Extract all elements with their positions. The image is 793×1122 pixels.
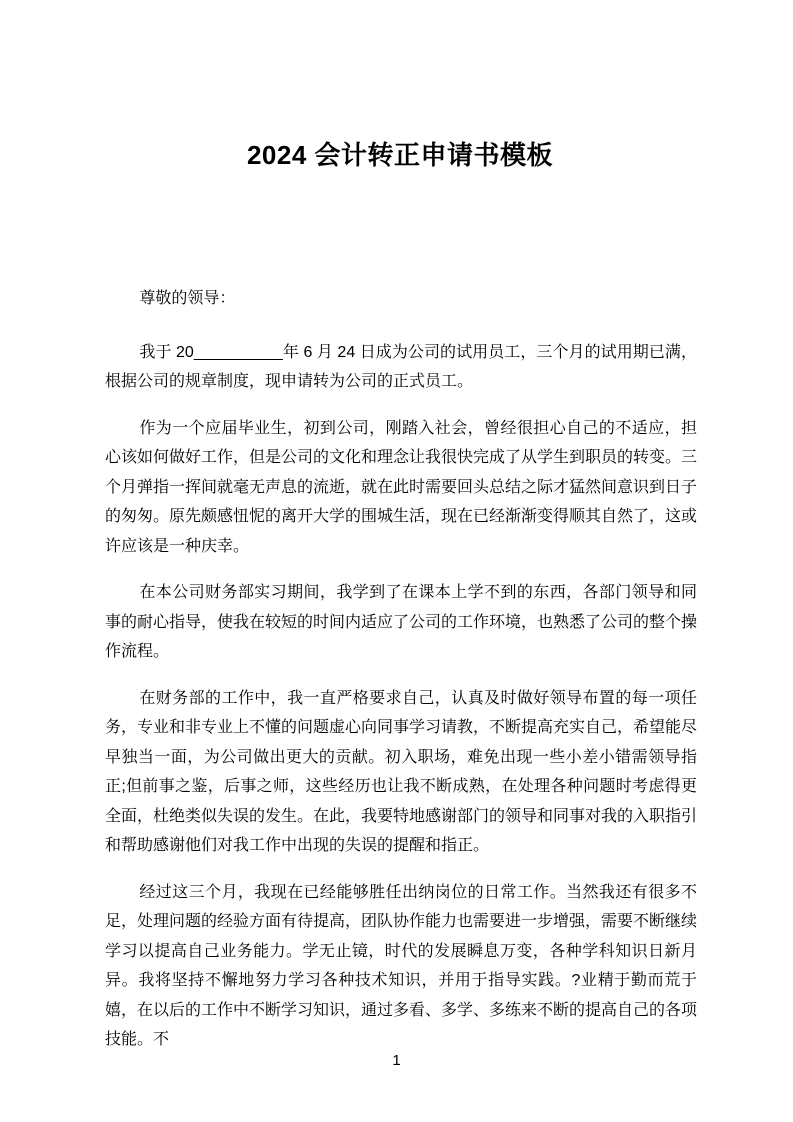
paragraph-summary: 经过这三个月，我现在已经能够胜任出纳岗位的日常工作。当然我还有很多不足，处理问题的经验方面有待提高，团队协作能力也需要进一步增强，需要不断继续学习以提高自己业务能力。学无止镜，时代的发展瞬息万变，各种学科知识日新月异。我将坚持不懈地努力学习各种技术知识，并用于指导实践。?业精于勤而荒于嬉，在以后的工作中不断学习知识，通过多看、多学、多练来不断的提高自己的各项技能。不: [105, 883, 698, 1048]
document-body: [105, 284, 697, 1055]
document-title: 2024 会计转正申请书模板: [246, 140, 554, 170]
paragraph-intro: 我于 20__________年 6 月 24 日成为公司的试用员工，三个月的试用期已满，根据公司的规章制度，现申请转为公司的正式员工。: [105, 343, 697, 390]
paragraph-internship: 在本公司财务部实习期间，我学到了在课本上学不到的东西，各部门领导和同事的耐心指导，使我在较短的时间内适应了公司的工作环境，也熟悉了公司的整个操作流程。: [105, 584, 698, 660]
salutation: 尊敬的领导：: [139, 290, 236, 307]
paragraph-work-attitude: 在财务部的工作中，我一直严格要求自己，认真及时做好领导布置的每一项任务，专业和非专业上不懂的问题虚心向同事学习请教，不断提高充实自己，希望能尽早独当一面，为公司做出更大的贡献。初入职场，难免出现一些小差小错需领导指正;但前事之鉴，后事之师，这些经历也让我不断成熟，在处理各种问题时考虑得更全面，杜绝类似失误的发生。在此，我要特地感谢部门的领导和同事对我的入职指引和帮助感谢他们对我工作中出现的失误的提醒和指正。: [105, 689, 698, 854]
paragraph-adaptation: 作为一个应届毕业生，初到公司，刚踏入社会，曾经很担心自己的不适应，担心该如何做好工作，但是公司的文化和理念让我很快完成了从学生到职员的转变。三个月弹指一挥间就毫无声息的流逝，就在此时需要回头总结之际才猛然间意识到日子的匆匆。原先颇感忸怩的离开大学的围城生活，现在已经渐渐变得顺其自然了，这或许应该是一种庆幸。: [105, 419, 698, 555]
page-number: 1: [392, 1052, 401, 1069]
